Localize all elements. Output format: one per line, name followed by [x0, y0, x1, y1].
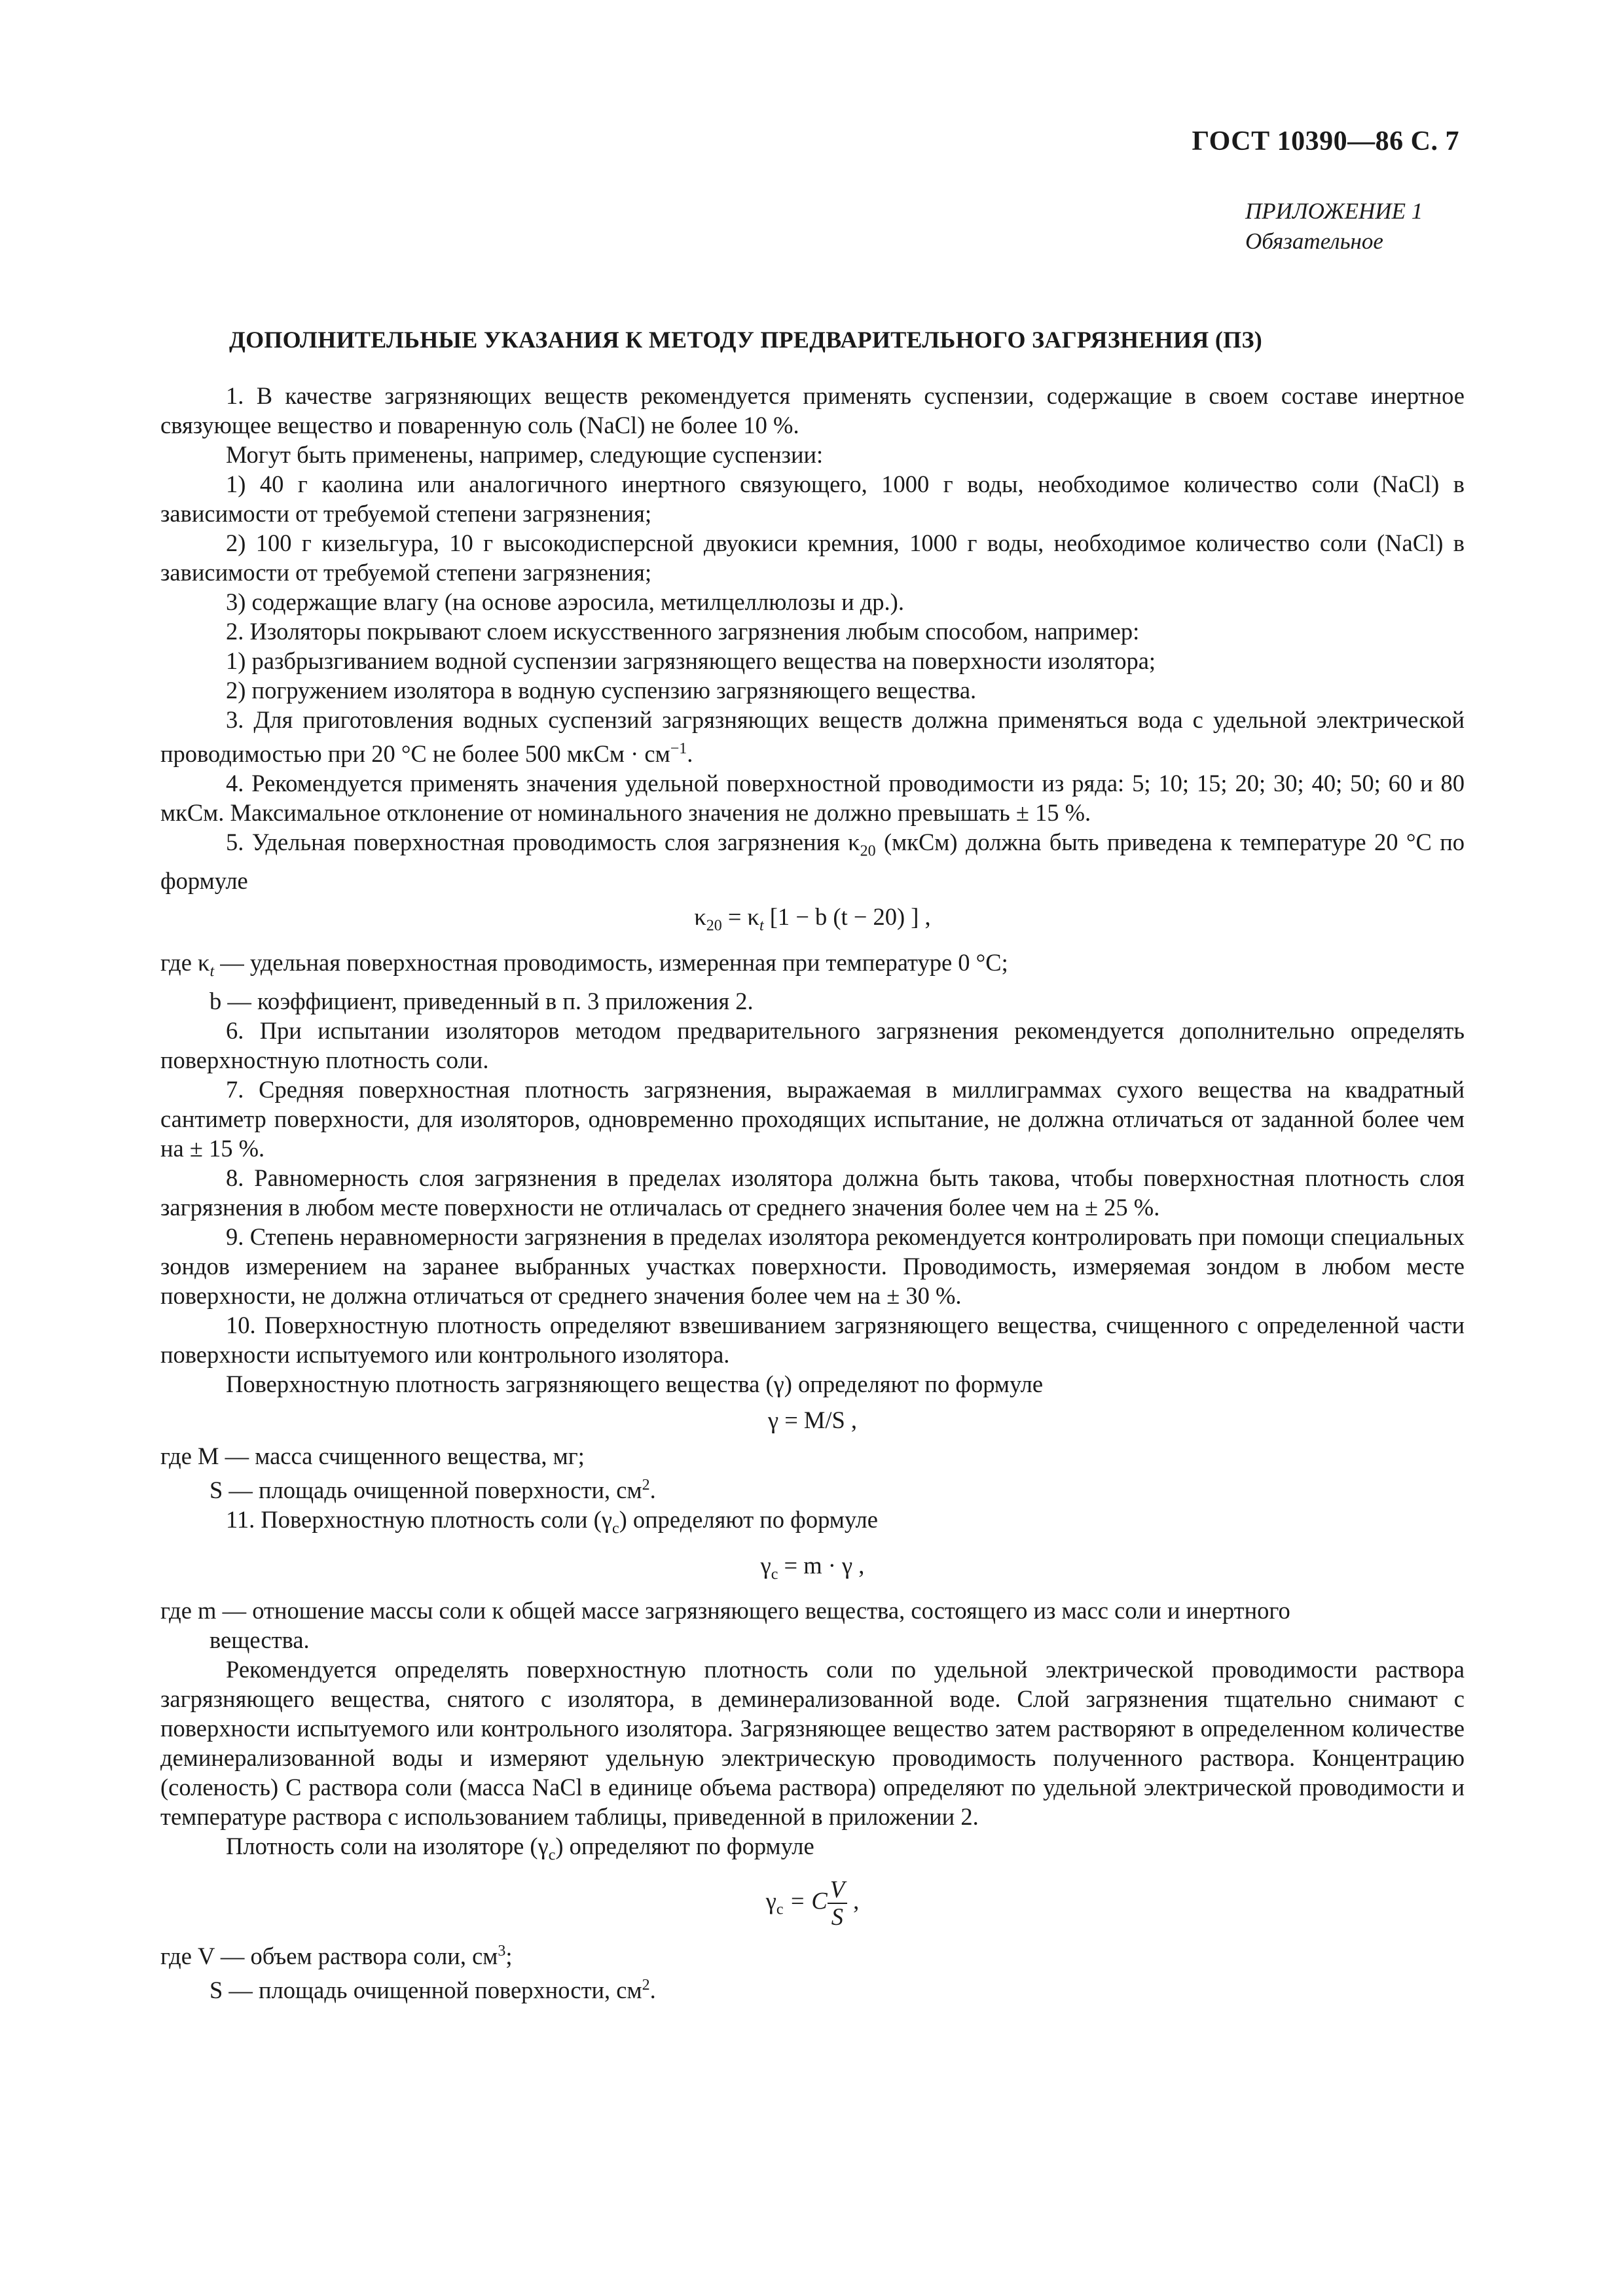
paragraph-2: 2. Изоляторы покрывают слоем искусственного загрязнения любым способом, например:	[226, 618, 1140, 645]
formula-gamma-c-ratio: $\gamma_c = C$ $\frac{V}{S}$ ,	[765, 1876, 860, 1931]
where-b: b — коэффициент, приведенный в п. 3 приложения 2.	[210, 988, 754, 1015]
paragraph-1-item-2: 2) 100 г кизельгура, 10 г высокодисперсной двуокиси кремния, 1000 г воды, необходимое количество соли (NaCl) в зависимости от требуемой степени загрязнения;	[160, 529, 1465, 586]
paragraph-2-item-1: 1) разбрызгиванием водной суспензии загрязняющего вещества на поверхности изолятора;	[226, 647, 1156, 674]
section-title: ДОПОЛНИТЕЛЬНЫЕ УКАЗАНИЯ К МЕТОДУ ПРЕДВАРИТЕЛЬНОГО ЗАГРЯЗНЕНИЯ (ПЗ)	[229, 327, 1263, 353]
paragraph-10-formula-intro: Поверхностную плотность загрязняющего вещества (γ) определяют по формуле	[226, 1371, 1044, 1398]
where-m-cont: вещества.	[210, 1626, 310, 1653]
where-m: где m — отношение массы соли к общей массе загрязняющего вещества, состоящего из масс соли и инертного	[160, 1596, 1290, 1624]
where-S-2: S — площадь очищенной поверхности, $см^2$.	[210, 1977, 656, 2004]
appendix-status: Обязательное	[1245, 228, 1383, 254]
formula-gamma-c: $\gamma_c = m \cdot \gamma$ ,	[760, 1551, 865, 1583]
paragraph-4: 4. Рекомендуется применять значения удельной поверхностной проводимости из ряда: 5; 10; 15; 20; 30; 40; 50; 60 и 80 мкСм. Максимальное отклонение от номинального значения не должно превышать ± 15 %.	[160, 770, 1465, 827]
where-kappa-t: где $\kappa_t$ — удельная поверхностная проводимость, измеренная при температуре 0 °С;	[160, 948, 1008, 980]
paragraph-5: 5. Удельная поверхностная проводимость слоя загрязнения $\kappa_{20}$ (мкСм) должна быть приведена к температуре 20 °С по формуле	[160, 829, 1465, 895]
document-number: ГОСТ 10390—86 С. 7	[1192, 126, 1459, 156]
paragraph-11: 11. Поверхностную плотность соли $(\gamma_c)$ определяют по формуле	[226, 1506, 878, 1537]
paragraph-13: Плотность соли на изоляторе $(\gamma_c)$ определяют по формуле	[226, 1832, 814, 1864]
formula-kappa20: $\kappa_{20} = \kappa_t$ [1 − b (t − 20) ] ,	[694, 903, 931, 935]
paragraph-1-intro: Могут быть применены, например, следующие суспензии:	[226, 441, 824, 468]
appendix-number: ПРИЛОЖЕНИЕ 1	[1245, 198, 1423, 224]
formula-gamma: γ = M/S ,	[767, 1407, 858, 1434]
paragraph-7: 7. Средняя поверхностная плотность загрязнения, выражаемая в миллиграммах сухого вещества на квадратный сантиметр поверхности, для изоляторов, одновременно проходящих испытание, не должна отличаться от заданной более чем на ± 15 %.	[160, 1076, 1465, 1162]
paragraph-9: 9. Степень неравномерности загрязнения в пределах изолятора рекомендуется контролировать при помощи специальных зондов измерением на заранее выбранных участках поверхности. Проводимость, измеряемая зондом в любом месте поверхности, не должна отличаться от среднего значения более чем на ± 30 %.	[160, 1223, 1465, 1310]
paragraph-3: 3. Для приготовления водных суспензий загрязняющих веществ должна применяться вода с удельной электрической проводимостью при 20 °С не более 500 мкСм · $см^{-1}$.	[160, 706, 1465, 768]
paragraph-1-item-1: 1) 40 г каолина или аналогичного инертного связующего, 1000 г воды, необходимое количество соли (NaCl) в зависимости от требуемой степени загрязнения;	[160, 471, 1465, 527]
appendix-label	[1245, 196, 1423, 257]
document-body	[160, 381, 1465, 2005]
paragraph-10: 10. Поверхностную плотность определяют взвешиванием загрязняющего вещества, счищенного с определенной части поверхности испытуемого или контрольного изолятора.	[160, 1312, 1465, 1369]
where-S: S — площадь очищенной поверхности, $см^2$.	[210, 1477, 656, 1504]
fraction-V-over-S: $\frac{V}{S}$	[828, 1876, 847, 1930]
paragraph-1-item-3: 3) содержащие влагу (на основе аэросила, метилцеллюлозы и др.).	[226, 588, 904, 615]
paragraph-2-item-2: 2) погружением изолятора в водную суспензию загрязняющего вещества.	[226, 677, 977, 704]
paragraph-1: 1. В качестве загрязняющих веществ рекомендуется применять суспензии, содержащие в своем составе инертное связующее вещество и поваренную соль (NaCl) не более 10 %.	[160, 382, 1465, 439]
where-M: где M — масса счищенного вещества, мг;	[160, 1443, 585, 1470]
paragraph-6: 6. При испытании изоляторов методом предварительного загрязнения рекомендуется дополнительно определять поверхностную плотность соли.	[160, 1017, 1465, 1074]
paragraph-12: Рекомендуется определять поверхностную плотность соли по удельной электрической проводимости раствора загрязняющего вещества, снятого с изолятора, в деминерализованной воде. Слой загрязнения тщательно снимают с поверхности испытуемого или контрольного изолятора. Загрязняющее вещество затем растворяют в определенном количестве деминерализованной воды и измеряют удельную электрическую проводимость полученного раствора. Концентрацию (соленость) C раствора соли (масса NaCl в единице объема раствора) определяют по удельной электрической проводимости и температуре раствора с использованием таблицы, приведенной в приложении 2.	[160, 1655, 1465, 1830]
where-V: где V — объем раствора соли, $см^3$;	[160, 1943, 513, 1970]
paragraph-8: 8. Равномерность слоя загрязнения в пределах изолятора должна быть такова, чтобы поверхностная плотность слоя загрязнения в любом месте поверхности не отличалась от среднего значения более чем на ± 25 %.	[160, 1164, 1465, 1221]
